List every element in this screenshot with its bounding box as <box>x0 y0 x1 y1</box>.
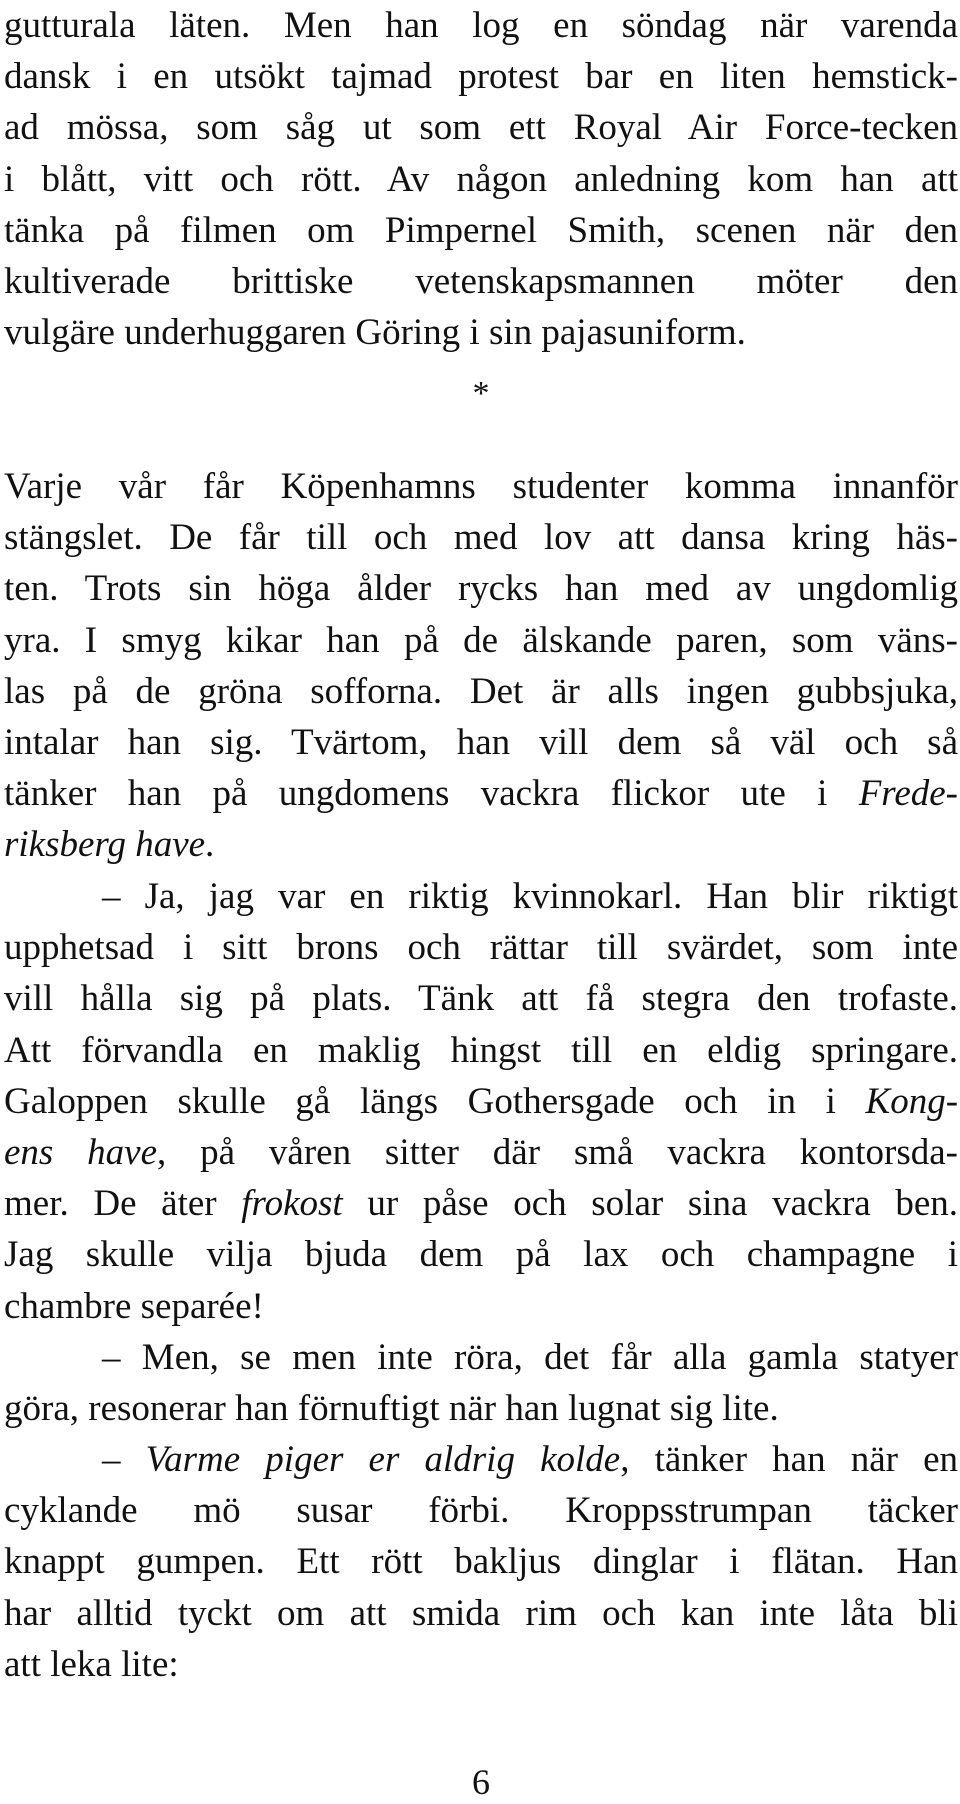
italic-text: ens have <box>4 1131 158 1173</box>
text-line: gutturala läten. Men han log en söndag när varenda <box>4 5 958 46</box>
text-run: , på våren sitter där små vackra kontorsda- <box>157 1131 959 1173</box>
text-line: dansk i en utsökt tajmad protest bar en liten hemstick- <box>4 56 958 98</box>
italic-text: Frede- <box>858 773 958 815</box>
text-line: intalar han sig. Tvärtom, han vill dem så väl och så <box>4 721 958 763</box>
paragraph <box>4 871 958 1332</box>
text-line <box>4 1178 958 1229</box>
text-line: har alltid tyckt om att smida rim och kan inte låta bli <box>4 1592 958 1634</box>
text-line <box>4 819 958 870</box>
text-line: Jag skulle vilja bjuda dem på lax och champagne i <box>4 1234 958 1276</box>
text-line: stängslet. De får till och med lov att dansa kring häs- <box>4 517 958 559</box>
text-line: ten. Trots sin höga ålder rycks han med av ungdomlig <box>4 568 958 610</box>
page-number: 6 <box>472 1762 490 1802</box>
text-run: mer. De äter <box>4 1183 217 1225</box>
text-run: , tänker han när en <box>620 1439 959 1480</box>
paragraph-continued <box>4 0 958 358</box>
text-line: att leka lite: <box>4 1643 179 1685</box>
text-line <box>4 1127 958 1178</box>
text-run: tänker han på ungdomens vackra flickor ute i <box>4 773 828 815</box>
text-line <box>4 1434 958 1485</box>
text-line: knappt gumpen. Ett rött bakljus dinglar i flätan. Han <box>4 1541 958 1583</box>
text-line <box>4 768 958 819</box>
text-run: Galoppen skulle gå längs Gothersgade och in i <box>4 1080 836 1122</box>
italic-text: Kong- <box>865 1080 959 1122</box>
text-line: ad mössa, som såg ut som ett Royal Air Force-tecken <box>4 107 958 149</box>
text-run: ur påse och solar sina vackra ben. <box>367 1183 959 1225</box>
text-line: Att förvandla en maklig hingst till en eldig springare. <box>4 1029 958 1071</box>
text-line: Varje vår får Köpenhamns studenter komma innanför <box>4 466 958 507</box>
text-run: – <box>102 1439 121 1480</box>
text-line: cyklande mö susar förbi. Kroppsstrumpan täcker <box>4 1490 958 1532</box>
text-line: yra. I smyg kikar han på de älskande paren, som väns- <box>4 619 958 661</box>
text-line: vill hålla sig på plats. Tänk att få stegra den trofaste. <box>4 978 958 1020</box>
book-page <box>4 0 958 1804</box>
text-line: – Ja, jag var en riktig kvinnokarl. Han blir riktigt <box>102 876 958 917</box>
italic-text: Varme piger er aldrig kolde <box>145 1439 621 1480</box>
paragraph <box>4 1434 958 1690</box>
text-line: göra, resonerar han förnuftigt när han lugnat sig lite. <box>4 1388 779 1430</box>
text-line: kultiverade brittiske vetenskapsmannen möter den <box>4 260 958 302</box>
italic-text: riksberg have <box>4 824 206 866</box>
text-line <box>4 1076 958 1127</box>
text-line: chambre separée! <box>4 1285 264 1327</box>
paragraph <box>4 1332 958 1434</box>
text-line: i blått, vitt och rött. Av någon anledning kom han att <box>4 158 958 200</box>
text-line: tänka på filmen om Pimpernel Smith, scenen när den <box>4 209 958 251</box>
text-line: vulgäre underhuggaren Göring i sin pajasuniform. <box>4 312 746 354</box>
italic-text: frokost <box>241 1183 343 1225</box>
text-run: . <box>205 824 215 866</box>
paragraph <box>4 461 958 871</box>
text-line: las på de gröna sofforna. Det är alls ingen gubbsjuka, <box>4 670 958 712</box>
text-line: – Men, se men inte röra, det får alla gamla statyer <box>102 1337 958 1378</box>
section-break: * <box>472 375 490 412</box>
text-line: upphetsad i sitt brons och rättar till svärdet, som inte <box>4 927 958 969</box>
